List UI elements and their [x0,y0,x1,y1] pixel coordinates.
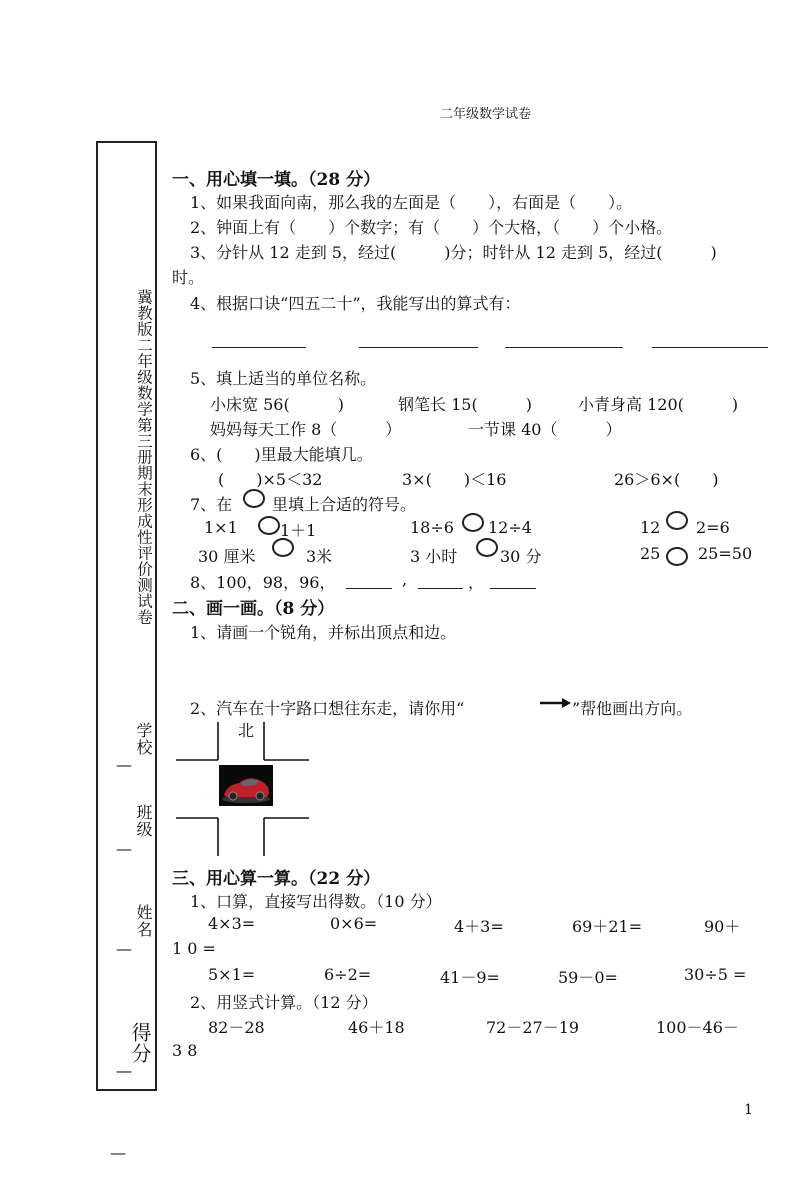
oral-calc-2-5: 30÷5 = [684,965,747,984]
answer-line-1[interactable] [212,347,306,348]
max-item-1: ( )×5＜32 [218,470,323,489]
vertical-calc-3: 72－27－19 [486,1018,580,1037]
unit-item-1: 小床宽 56( ) [210,395,344,414]
sequence-blank-1[interactable] [346,588,392,589]
name-label: 姓名 [134,904,153,938]
vertical-calc-4: 100－46－ [656,1018,739,1037]
unit-item-3: 小青身高 120( ) [578,395,739,414]
symbol-circle-example [243,489,265,508]
school-blank[interactable]: — [116,755,132,774]
compare-left-2: 18÷6 [410,518,454,537]
vertical-calc-1: 82－28 [208,1018,265,1037]
compare-left-1: 1×1 [204,518,238,537]
question-3-2: 2、用竖式计算。（12 分） [190,993,378,1012]
compare-right-4: 3米 [306,547,333,566]
question-1-4: 4、根据口诀“四五二十”，我能写出的算式有： [190,294,521,313]
class-blank[interactable]: — [116,839,132,858]
answer-line-4[interactable] [652,347,768,348]
unit-item-4: 妈妈每天工作 8（ ） [210,420,402,439]
question-1-3-cont: 时。 [172,268,205,287]
oral-calc-2-2: 6÷2= [324,965,372,984]
compare-right-6: 25=50 [698,544,753,563]
vertical-calc-4-cont: 3 8 [172,1041,198,1060]
class-label: 班级 [134,804,153,838]
red-car-image [219,765,273,806]
unit-item-2: 钢笔长 15( ) [398,395,532,414]
compare-left-4: 30 厘米 [198,547,256,566]
question-2-2-post: ”帮他画出方向。 [572,699,693,718]
oral-calc-2-4: 59－0= [558,968,618,987]
name-blank[interactable]: — [116,939,132,958]
question-1-1: 1、如果我面向南，那么我的左面是（ ），右面是（ ）。 [190,193,633,212]
compare-right-5: 30 分 [500,547,542,566]
compare-circle-2[interactable] [462,513,484,532]
section2-heading: 二、画一画。（8 分） [172,599,335,619]
oral-calc-1-2: 0×6= [330,914,378,933]
oral-calc-1-5: 90＋ [704,917,741,936]
arrow-right-icon [538,696,572,710]
answer-line-3[interactable] [505,347,623,348]
compare-circle-3[interactable] [666,511,688,530]
compare-left-5: 3 小时 [410,547,458,566]
question-3-1: 1、口算，直接写出得数。（10 分） [190,892,442,911]
oral-calc-2-3: 41－9= [440,968,500,987]
sequence-blank-3[interactable] [490,588,536,589]
question-1-7-pre: 7、在 [190,495,233,514]
oral-calc-1-4: 69＋21= [572,917,643,936]
car-icon [219,765,273,806]
compare-circle-5[interactable] [476,538,498,557]
score-blank[interactable]: — [116,1061,132,1080]
sequence-sep-1: , [402,570,408,589]
north-label: 北 [238,721,255,740]
question-1-8: 8、100，98，96， [190,573,336,592]
school-label: 学校 [134,722,153,756]
vertical-calc-2: 46＋18 [348,1018,405,1037]
max-item-3: 26＞6×( ) [614,470,719,489]
compare-circle-1[interactable] [258,516,280,535]
section1-heading: 一、用心填一填。（28 分） [172,170,381,190]
score-label: 得分 [128,1022,152,1064]
question-1-7-post: 里填上合适的符号。 [272,495,417,514]
oral-calc-1-1: 4×3= [208,914,256,933]
sequence-blank-2[interactable] [418,588,463,589]
page-number: 1 [744,1102,753,1118]
question-2-1: 1、请画一个锐角，并标出顶点和边。 [190,623,457,642]
oral-calc-1-5-cont: 1 0 = [172,939,216,958]
oral-calc-1-3: 4＋3= [454,917,504,936]
question-1-5: 5、填上适当的单位名称。 [190,369,377,388]
answer-line-2[interactable] [359,347,478,348]
compare-circle-4[interactable] [272,538,294,557]
compare-left-3: 12 [640,518,661,537]
question-2-2-pre: 2、汽车在十字路口想往东走，请你用“ [190,699,465,718]
compare-right-3: 2=6 [696,518,730,537]
exam-series-vertical: 冀教版二年级数学第三册期末形成性评价测试卷 [135,289,153,625]
score-blank-2[interactable]: — [110,1143,126,1162]
unit-item-5: 一节课 40（ ） [468,420,622,439]
compare-left-6: 25 [640,544,661,563]
max-item-2: 3×( )＜16 [402,470,507,489]
compare-circle-6[interactable] [666,547,688,566]
compare-right-1: 1＋1 [280,521,317,540]
page-title: 二年级数学试卷 [440,107,532,122]
question-1-6: 6、( )里最大能填几。 [190,445,373,464]
question-1-3: 3、分针从 12 走到 5，经过( )分；时针从 12 走到 5，经过( ) [190,243,717,262]
oral-calc-2-1: 5×1= [208,965,256,984]
section3-heading: 三、用心算一算。（22 分） [172,869,381,889]
compare-right-2: 12÷4 [488,518,532,537]
student-info-sidebar [96,141,157,1162]
question-1-2: 2、钟面上有（ ）个数字；有（ ）个大格，（ ）个小格。 [190,218,673,237]
sequence-sep-2: ， [468,573,485,592]
